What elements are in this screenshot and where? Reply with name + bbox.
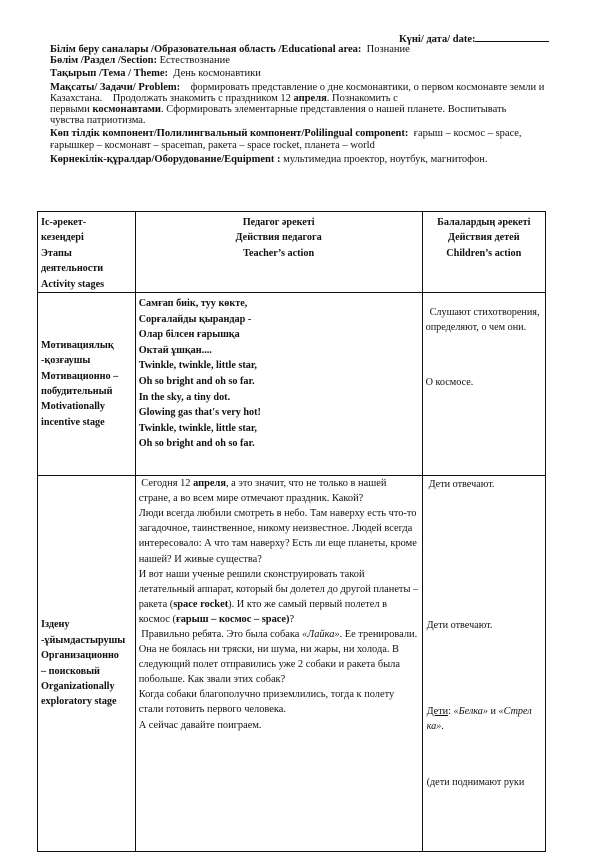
table-header-row [38, 212, 546, 293]
goals-line-2 [50, 104, 566, 115]
teacher-paragraph: Когда собаки благополучно приземлились, тогда к полету стали готовить первого человека. [138, 689, 395, 716]
poem-line: Сорғалайды қырандар - [138, 313, 252, 325]
poem-line: Октай ұшқан.... [138, 344, 212, 356]
equipment-value: мультимедиа проектор, ноутбук, магнитофон. [283, 153, 488, 165]
poem-line: Oh so bright and oh so far. [138, 376, 255, 387]
poem-line: Glowing gas that's very hot! [138, 407, 261, 419]
area-value: Познание [366, 44, 410, 55]
poem-line: Самғап биік, туу көкте, [138, 298, 248, 310]
header-children: Балалардың әрекеті Действия детей Children’s action [422, 212, 545, 293]
date-blank [475, 32, 549, 42]
teacher-paragraph: Сегодня 12 апреля, а это значит, что не только в нашей стране, а во всем мире отмечают праздник. Какой? [138, 478, 387, 505]
section-value: Естествознание [159, 55, 230, 67]
goals-text-2b: . Сформировать элементарные представления о нашей планете. Воспитывать [160, 104, 507, 116]
header-stages: Іс-әрекет- кезеңдері Этапы деятельности Activity stages [38, 212, 136, 293]
header-teacher: Педагог әрекеті Действия педагога Teacher’s action [135, 212, 422, 293]
goals-line [50, 82, 566, 104]
teacher-paragraph: А сейчас давайте поиграем. [138, 719, 262, 731]
poem-line: Twinkle, twinkle, little star, [138, 422, 257, 434]
table-row [38, 476, 546, 852]
section-line [50, 55, 566, 66]
stage-motivational: Мотивациялық -қозғаушы Мотивационно – побудительный Motivationally incentive stage [38, 293, 136, 476]
goals-line-3 [50, 115, 566, 126]
poem-line: Олар білсен ғарышқа [138, 329, 240, 341]
poem-cell [135, 293, 422, 476]
goals-label: Мақсаты/ Задачи/ Problem: [50, 81, 181, 93]
lesson-table [37, 211, 546, 852]
teacher-action-2 [135, 476, 422, 852]
goals-april: апреля [293, 92, 327, 104]
teacher-paragraph: Правильно ребята. Это была собака «Лайка». Ее тренировали. Она не боялась ни тряски, ни шума, ни жары, ни холода. В следующий полет отправились уже 2 собаки и ракета была побольше. Как звали этих собак? [138, 628, 418, 686]
goals-text-2a: первыми [50, 104, 90, 116]
children-action-1: Слушают стихотворения, определяют, о чем они. О космосе. [422, 293, 545, 476]
children-action-2 [422, 476, 545, 852]
polilingual-label: Көп тілдік компонент/Полилингвальный компонент/Polilingual component: [50, 128, 409, 140]
children-answer-2: Дети отвечают. [426, 620, 493, 632]
teacher-paragraph: Люди всегда любили смотреть в небо. Там наверху есть что-то загадочное, таинственное, никому неизвестное. Людей всегда интересовало: А что там наверху? Есть ли еще планеты, кроме нашей? И живые существа? [138, 508, 417, 565]
poem-line: Twinkle, twinkle, little star, [138, 360, 257, 372]
theme-value: День космонавтики [173, 68, 261, 80]
polilingual-line-2 [50, 140, 566, 151]
teacher-paragraph: И вот наши ученые решили сконструировать такой летательный аппарат, который бы долетел до другой планеты – ракета (space rocket). И кто же самый первый полетел в космос (ғарыш – космос – space)? [138, 568, 419, 625]
table-row [38, 293, 546, 476]
section-label: Бөлім /Раздел /Section: [50, 55, 157, 67]
children-answer-1: Дети отвечают. [428, 479, 495, 491]
theme-label: Тақырып /Тема / Theme: [50, 68, 169, 80]
children-answer-dogs: Дети: «Белка» и «Стрел ка». [426, 706, 532, 733]
theme-line [50, 68, 566, 79]
children-raise-hands: (дети поднимают руки [426, 777, 525, 789]
poem-line: In the sky, a tiny dot. [138, 391, 231, 403]
goals-text-1c: . Познакомить с [326, 92, 398, 104]
polilingual-value-2: ғарышкер – космонавт – spaceman, ракета – space rocket, планета – world [50, 139, 375, 151]
goals-cosmonauts: космонавтами [92, 104, 161, 116]
polilingual-value-1: ғарыш – космос – space, [413, 128, 522, 140]
equipment-label: Көрнекілік-құралдар/Оборудование/Equipment : [50, 153, 281, 165]
stage-organizational: Іздену -ұйымдастырушы Организационно – поисковый Organizationally exploratory stage [38, 476, 136, 852]
equipment-line [50, 154, 566, 165]
poem-line: Oh so bright and oh so far. [138, 438, 255, 450]
area-label: Білім беру саналары /Образовательная область /Educational area: [50, 44, 362, 55]
goals-text-1: формировать представление о дне космонавтики, о первом космонавте земли и Казахстана. [50, 81, 545, 104]
polilingual-line [50, 128, 566, 139]
goals-text-3: чувства патриотизма. [50, 115, 146, 127]
lesson-meta [50, 44, 566, 165]
date-label: Күні/ дата/ date: [399, 34, 476, 45]
area-line [50, 44, 566, 55]
goals-text-1b: Продолжать знакомить с праздником 12 [112, 92, 291, 104]
